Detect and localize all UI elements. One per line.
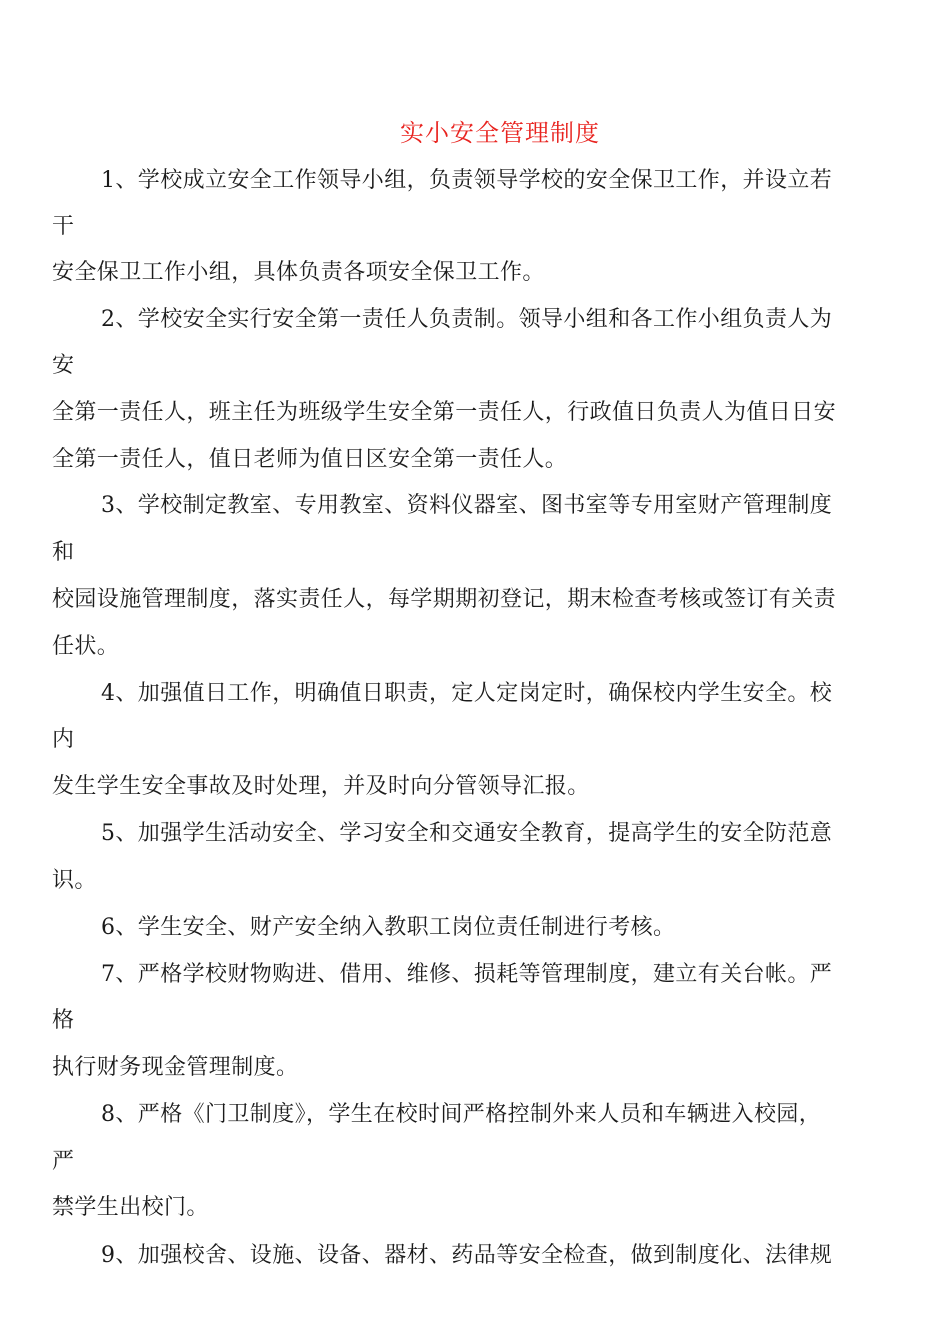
paragraph-line: 格 [52,1008,75,1033]
paragraph-line: 校园设施管理制度，落实责任人，每学期期初登记，期末检查考核或签订有关责 [52,587,837,612]
paragraph-line: 6、学生安全、财产安全纳入教职工岗位责任制进行考核。 [101,915,676,940]
paragraph-line: 8、严格《门卫制度》，学生在校时间严格控制外来人员和车辆进入校园， [101,1102,822,1127]
paragraph-line: 严 [52,1149,75,1174]
paragraph-line: 内 [52,727,75,752]
paragraph-line: 4、加强值日工作，明确值日职责，定人定岗定时，确保校内学生安全。校 [101,681,833,706]
paragraph-line: 全第一责任人，值日老师为值日区安全第一责任人。 [52,447,568,472]
paragraph-line: 干 [52,214,75,239]
paragraph-line: 执行财务现金管理制度。 [52,1055,299,1080]
paragraph-line: 3、学校制定教室、专用教室、资料仪器室、图书室等专用室财产管理制度 [101,493,833,518]
paragraph-line: 7、严格学校财物购进、借用、维修、损耗等管理制度，建立有关台帐。严 [101,962,833,987]
paragraph-line: 禁学生出校门。 [52,1195,209,1220]
paragraph-line: 1、学校成立安全工作领导小组，负责领导学校的安全保卫工作，并设立若 [101,168,833,193]
paragraph-line: 安 [52,353,75,378]
page-title: 实小安全管理制度 [400,119,600,147]
paragraph-line: 全第一责任人，班主任为班级学生安全第一责任人，行政值日负责人为值日日安 [52,400,837,425]
paragraph-line: 识。 [52,868,97,893]
paragraph-line: 9、加强校舍、设施、设备、器材、药品等安全检查，做到制度化、法律规 [101,1243,833,1268]
paragraph-line: 2、学校安全实行安全第一责任人负责制。领导小组和各工作小组负责人为 [101,307,833,332]
paragraph-line: 安全保卫工作小组，具体负责各项安全保卫工作。 [52,260,545,285]
paragraph-line: 发生学生安全事故及时处理，并及时向分管领导汇报。 [52,774,590,799]
paragraph-line: 5、加强学生活动安全、学习安全和交通安全教育，提高学生的安全防范意 [101,821,833,846]
paragraph-line: 任状。 [52,634,120,659]
paragraph-line: 和 [52,540,75,565]
